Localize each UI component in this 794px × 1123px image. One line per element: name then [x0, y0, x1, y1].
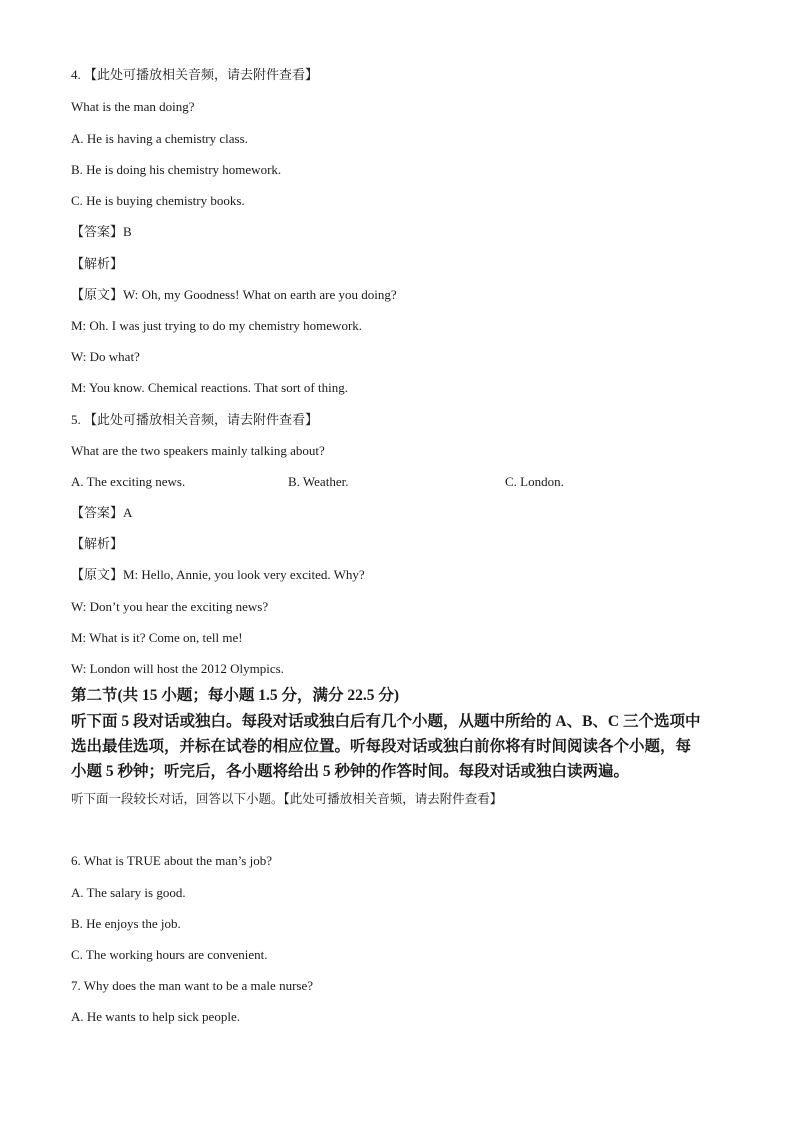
- q5-analysis: 【解析】: [71, 536, 124, 551]
- section2-title: 第二节(共 15 小题；每小题 1.5 分，满分 22.5 分): [71, 687, 400, 704]
- q5-transcript-2: W: Don’t you hear the exciting news?: [71, 599, 269, 614]
- q4-option-c: C. He is buying chemistry books.: [71, 193, 245, 208]
- q4-transcript-4: M: You know. Chemical reactions. That sort of thing.: [71, 380, 348, 395]
- q4-answer: 【答案】B: [71, 224, 132, 239]
- q7-option-a: A. He wants to help sick people.: [71, 1009, 240, 1024]
- q5-transcript-1: 【原文】M: Hello, Annie, you look very excited. Why?: [71, 567, 365, 582]
- q4-transcript-2: M: Oh. I was just trying to do my chemistry homework.: [71, 318, 363, 333]
- q4-option-b: B. He is doing his chemistry homework.: [71, 162, 282, 177]
- section2-instruction-1: 听下面 5 段对话或独白。每段对话或独白后有几个小题，从题中所给的 A、B、C 三个选项中: [71, 713, 701, 730]
- q6-question: 6. What is TRUE about the man’s job?: [71, 853, 272, 868]
- section2-instruction-2: 选出最佳选项，并标在试卷的相应位置。听每段对话或独白前你将有时间阅读各个小题，每: [71, 738, 692, 755]
- q6-option-b: B. He enjoys the job.: [71, 916, 181, 931]
- q4-question: What is the man doing?: [71, 99, 195, 114]
- q4-analysis: 【解析】: [71, 256, 124, 271]
- q5-option-a: A. The exciting news.: [71, 474, 186, 489]
- q5-header: 5. 【此处可播放相关音频，请去附件查看】: [71, 412, 319, 427]
- section2-instruction-3: 小题 5 秒钟；听完后，各小题将给出 5 秒钟的作答时间。每段对话或独白读两遍。: [71, 763, 630, 780]
- section2-subinstruction: 听下面一段较长对话，回答以下小题。【此处可播放相关音频，请去附件查看】: [71, 791, 503, 806]
- q5-question: What are the two speakers mainly talking about?: [71, 443, 325, 458]
- q4-option-a: A. He is having a chemistry class.: [71, 131, 248, 146]
- q4-header: 4. 【此处可播放相关音频，请去附件查看】: [71, 67, 319, 82]
- q5-option-c: C. London.: [505, 474, 564, 489]
- q5-transcript-4: W: London will host the 2012 Olympics.: [71, 661, 284, 676]
- q6-option-c: C. The working hours are convenient.: [71, 947, 268, 962]
- q7-question: 7. Why does the man want to be a male nurse?: [71, 978, 313, 993]
- q5-transcript-3: M: What is it? Come on, tell me!: [71, 630, 243, 645]
- q4-transcript-3: W: Do what?: [71, 349, 140, 364]
- q4-transcript-1: 【原文】W: Oh, my Goodness! What on earth are you doing?: [71, 287, 397, 302]
- q5-option-b: B. Weather.: [288, 474, 349, 489]
- q5-answer: 【答案】A: [71, 505, 133, 520]
- q6-option-a: A. The salary is good.: [71, 885, 186, 900]
